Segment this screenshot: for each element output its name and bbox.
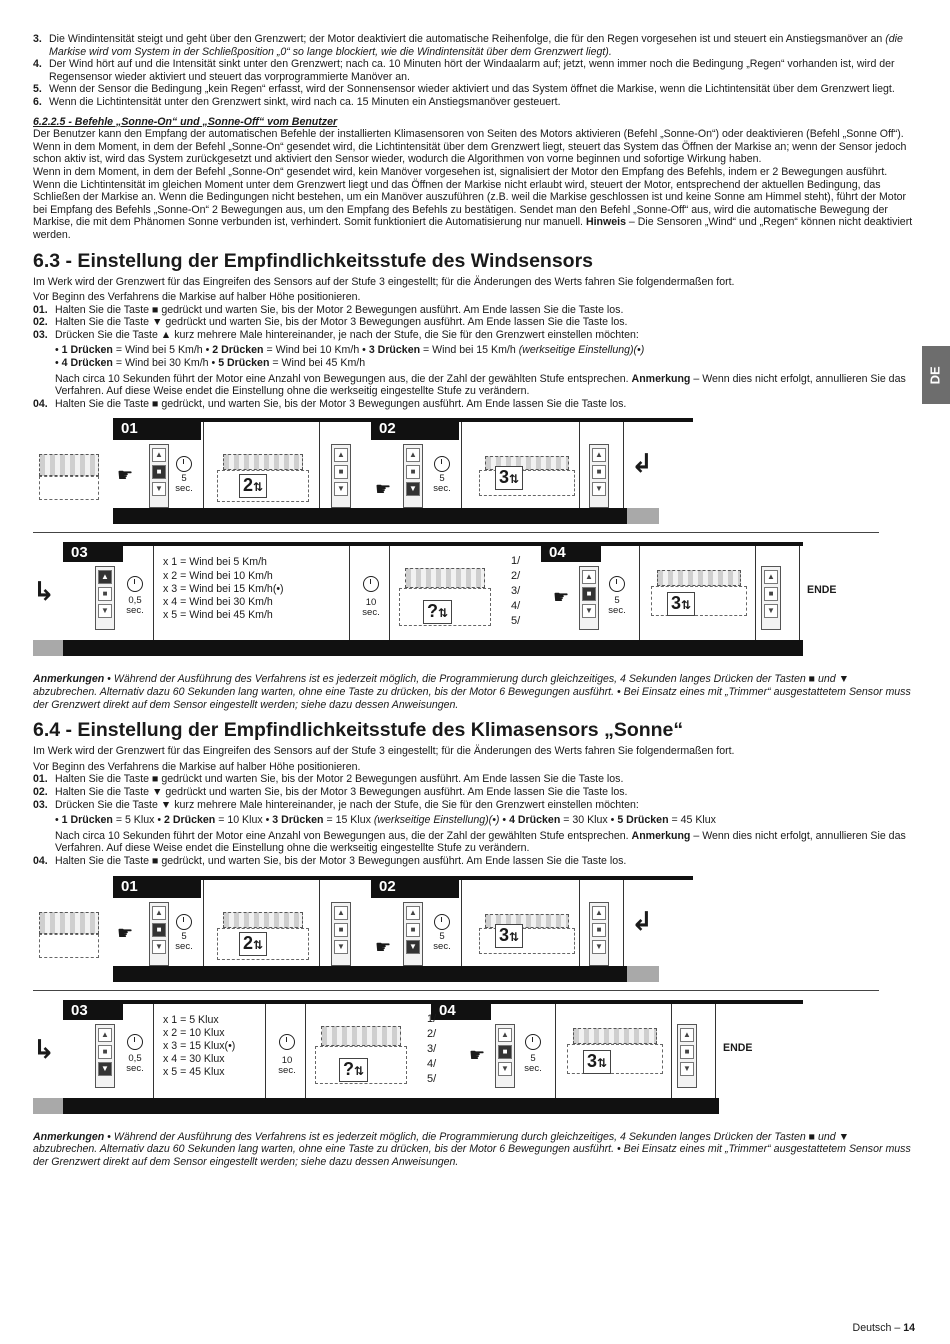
awning-frame: [479, 470, 575, 496]
section-title: 6.3 - Einstellung der Empfindlichkeitsstufe des Windsensors: [33, 249, 594, 272]
level-bullets: • 1 Drücken = 5 Klux • 2 Drücken = 10 Klux • 3 Drücken = 15 Klux (werkseitige Einstellung)(•) • 4 Drücken = 30 Klux • 5 Drücken = 45 Klux: [55, 814, 716, 827]
level-legend: x 1 = 5 Klux x 2 = 10 Klux x 3 = 15 Klux(•) x 4 = 30 Klux x 5 = 45 Klux: [163, 1013, 236, 1079]
hand-icon: ☛: [553, 587, 570, 608]
duration-label: 5 sec.: [433, 930, 451, 952]
hand-icon: ☛: [469, 1044, 486, 1065]
duration-label: 5 sec.: [524, 1052, 542, 1074]
step-label: 01: [113, 418, 201, 440]
remote-icon: ▲ ■ ▼: [331, 902, 351, 966]
list-item: 4. Der Wind hört auf und die Intensität sinkt unter den Grenzwert; nach ca. 10 Minuten hört der Windaalarm auf; jetzt, wenn immer noch die Bedingung „Regen“ vorhanden ist, wird der Regensensor wieder aktiviert und steuert das vorprogrammierte Manöver an.: [33, 58, 895, 83]
remote-icon: ▲ ■ ▼: [589, 902, 609, 966]
step-item: 01. Halten Sie die Taste ■ gedrückt und warten Sie, bis der Motor 2 Bewegungen ausführt. Am Ende lassen Sie die Taste los.: [33, 303, 624, 316]
clock-icon: [176, 456, 192, 472]
hand-icon: ☛: [375, 479, 392, 500]
paragraph: Im Werk wird der Grenzwert für das Eingreifen des Sensors auf der Stufe 3 eingestellt; für die Änderungen des Werts fahren Sie folgendermaßen fort.: [33, 275, 735, 288]
clock-icon: [279, 1034, 295, 1050]
movement-count: 2⇅: [239, 932, 267, 956]
clock-icon: [525, 1034, 541, 1050]
return-arrow-icon: ↳: [33, 1033, 55, 1064]
awning-icon: [39, 454, 99, 476]
step-item: 04. Halten Sie die Taste ■ gedrückt, und warten Sie, bis der Motor 3 Bewegungen ausführt. Am Ende lassen Sie die Taste los.: [33, 854, 627, 867]
section-title: 6.4 - Einstellung der Empfindlichkeitsstufe des Klimasensors „Sonne“: [33, 719, 684, 742]
list-item: 6. Wenn die Lichtintensität unter den Grenzwert sinkt, wird nach ca. 15 Minuten ein Anstiegsmanöver gesteuert.: [33, 95, 561, 108]
duration-label: 5 sec.: [608, 595, 626, 617]
duration-label: 0,5 sec.: [126, 595, 144, 617]
step-label: 03: [63, 542, 123, 562]
step-item: 01. Halten Sie die Taste ■ gedrückt und warten Sie, bis der Motor 2 Bewegungen ausführt. Am Ende lassen Sie die Taste los.: [33, 773, 624, 786]
clock-icon: [434, 914, 450, 930]
level-bullets: • 4 Drücken = Wind bei 30 Km/h • 5 Drücken = Wind bei 45 Km/h: [55, 357, 366, 370]
remote-icon: ▲ ■ ▼: [589, 444, 609, 508]
hand-icon: ☛: [117, 465, 134, 486]
remote-icon: ▲ ■ ▼: [149, 444, 169, 508]
step-label: 04: [431, 1000, 491, 1020]
awning-frame: [567, 1044, 663, 1074]
step-label: 03: [63, 1000, 123, 1020]
step-list: [33, 855, 915, 868]
awning-icon: [405, 568, 485, 588]
procedure-diagram-row1: [33, 416, 915, 534]
step-list: [33, 304, 915, 342]
duration-label: 0,5 sec.: [126, 1052, 144, 1074]
hand-icon: ☛: [375, 936, 392, 957]
step-label: 04: [541, 542, 601, 562]
awning-frame: [651, 586, 747, 616]
movement-count: 3⇅: [583, 1050, 611, 1074]
awning-frame: [479, 928, 575, 954]
return-arrow-icon: ↳: [33, 576, 55, 607]
movement-count: 2⇅: [239, 474, 267, 498]
procedure-diagram-row2: [33, 998, 915, 1128]
awning-frame: [39, 476, 99, 500]
return-arrow-icon: ↲: [631, 905, 653, 936]
level-legend: x 1 = Wind bei 5 Km/h x 2 = Wind bei 10 Km/h x 3 = Wind bei 15 Km/h(•) x 4 = Wind bei 30 Km/h x 5 = Wind bei 45 Km/h: [163, 556, 284, 622]
step-item: 02. Halten Sie die Taste ▼ gedrückt und warten Sie, bis der Motor 3 Bewegungen ausführt. Am Ende lassen Sie die Taste los.: [33, 786, 628, 798]
end-label: ENDE: [723, 1041, 753, 1054]
movement-count: ?⇅: [339, 1058, 368, 1082]
paragraph: Nach circa 10 Sekunden führt der Motor eine Anzahl von Bewegungen aus, die der Zahl der gewählten Stufe entsprechen. Anmerkung – Wenn dies nicht erfolgt, annullieren Sie das Verfahren. Auf diese Weise endet die Einstellung ohne die werkseitig eingestellte Stufe zu verändern.: [55, 829, 906, 855]
duration-label: 10 sec.: [278, 1054, 296, 1076]
clock-icon: [127, 1034, 143, 1050]
clock-icon: [127, 576, 143, 592]
movement-count: 3⇅: [495, 924, 523, 948]
remote-icon: ▲ ■ ▼: [761, 566, 781, 630]
remote-icon: ▲ ■ ▼: [95, 1024, 115, 1088]
awning-frame: [39, 934, 99, 958]
awning-icon: [39, 912, 99, 934]
duration-label: 5 sec.: [175, 473, 193, 495]
procedure-diagram-row2: [33, 540, 915, 670]
step-item: 03. Drücken Sie die Taste ▼ kurz mehrere Male hintereinander, je nach der Stufe, die Sie für den Grenzwert einstellen möchten:: [33, 798, 639, 811]
awning-icon: [321, 1026, 401, 1046]
step-list: [33, 398, 915, 411]
level-choices: 1/ 2/ 3/ 4/ 5/: [427, 1012, 437, 1085]
procedure-diagram-row1: [33, 874, 915, 992]
hand-icon: ☛: [117, 922, 134, 943]
remote-icon: ▲ ■ ▼: [403, 902, 423, 966]
clock-icon: [434, 456, 450, 472]
remote-icon: ▲ ■ ▼: [95, 566, 115, 630]
remote-icon: ▲ ■ ▼: [495, 1024, 515, 1088]
page-footer: Deutsch – 14: [852, 1322, 915, 1334]
intro-list: [33, 33, 915, 109]
paragraph: Im Werk wird der Grenzwert für das Eingreifen des Sensors auf der Stufe 3 eingestellt; für die Änderungen des Werts fahren Sie folgendermaßen fort.: [33, 745, 735, 758]
language-tab: DE: [922, 346, 950, 404]
duration-label: 10 sec.: [362, 597, 380, 619]
step-item: 02. Halten Sie die Taste ▼ gedrückt und warten Sie, bis der Motor 3 Bewegungen ausführt. Am Ende lassen Sie die Taste los.: [33, 316, 628, 329]
return-arrow-icon: ↲: [631, 448, 653, 479]
paragraph: Vor Beginn des Verfahrens die Markise auf halber Höhe positionieren.: [33, 291, 361, 304]
clock-icon: [363, 576, 379, 592]
step-label: 01: [113, 876, 201, 898]
awning-icon: [657, 570, 741, 586]
remote-icon: ▲ ■ ▼: [579, 566, 599, 630]
notes: Anmerkungen • Während der Ausführung des Verfahrens ist es jederzeit möglich, die Programmierung durch gleichzeitiges, 4 Sekunden langes Drücken der Tasten ■ und ▼ abzubrechen. Alternativ dazu 60 Sekunden lang warten, ohne eine Taste zu drücken, bis der Motor 6 Bewegungen ausführt. • Bei Einsatz eines mit „Trimmer“ ausgestattetem Sensor muss der Grenzwert direkt auf dem Sensor eingestellt werden; siehe dazu dessen Anweisungen.: [33, 673, 911, 711]
level-choices: 1/ 2/ 3/ 4/ 5/: [511, 555, 521, 628]
list-item: 3. Die Windintensität steigt und geht über den Grenzwert; der Motor deaktiviert die automatische Reihenfolge, die für den Regen vorgesehen ist und steuert ein Anstiegsmanöver an (die Markise wird vom System in der Schließposition „0“ so lange blockiert, wie die Windintensität über dem Grenzwert liegt).: [33, 33, 903, 58]
step-list: [33, 773, 915, 811]
awning-icon: [573, 1028, 657, 1044]
page-content: [33, 33, 915, 1168]
step-item: 03. Drücken Sie die Taste ▲ kurz mehrere Male hintereinander, je nach der Stufe, die Sie für den Grenzwert einstellen möchten:: [33, 328, 639, 341]
duration-label: 5 sec.: [175, 930, 193, 952]
movement-count: 3⇅: [667, 592, 695, 616]
remote-icon: ▲ ■ ▼: [403, 444, 423, 508]
paragraph: Der Benutzer kann den Empfang der automatischen Befehle der installierten Klimasensoren von Seiten des Motors aktivieren (Befehl „Sonne-On“) oder deaktivieren (Befehl „Sonne Off“). Wenn in dem Moment, in dem der Befehl „Sonne-On“ gesendet wird, die Lichtintensität über dem Grenzwert liegt, steuert das System das Öffnen der Markise an; wenn der Sensor jedoch schon aktiv ist, wird das System zurückgesetzt und aktiviert den Sensor wieder, wodurch die Algorithmen von vorne beginnen und sofortige Wirkung haben.: [33, 128, 907, 166]
clock-icon: [609, 576, 625, 592]
subsection-heading: 6.2.2.5 - Befehle „Sonne-On“ und „Sonne-Off“ vom Benutzer: [33, 115, 338, 128]
movement-count: ?⇅: [423, 600, 452, 624]
step-label: 02: [371, 418, 459, 440]
paragraph: Wenn in dem Moment, in dem der Befehl „Sonne-On“ gesendet wird, kein Manöver vorgesehen ist, signalisiert der Motor den Empfang des Befehls, indem er 2 Bewegungen ausführt. Wenn die Lichtintensität im gleichen Moment unter dem Grenzwert liegt und das Öffnen der Markise nicht erlaubt wird, steuert der Motor, entsprechend der aktuellen Bedingung, das Schließen der Markise an. Wenn die Bedingungen nicht bestehen, um ein Manöver auszuführen (z.B. weil die Markise geschlossen ist und keine Sonne am Himmel steht), führt der Motor bei Empfang des Befehls „Sonne-On“ 2 Bewegungen aus, um den Empfang des Befehls zu bestätigen. Sendet man den Befehl „Sonne-Off“ aus, wird die automatische Bewegung der Markise, die mit dem Phänomen Sonne verbunden ist, verhindert. Somit funktioniert die Automatisierung nur manuell. Hinweis – Die Sensoren „Wind“ und „Regen“ können nicht deaktiviert werden.: [33, 165, 913, 241]
movement-count: 3⇅: [495, 466, 523, 490]
clock-icon: [176, 914, 192, 930]
step-item: 04. Halten Sie die Taste ■ gedrückt, und warten Sie, bis der Motor 3 Bewegungen ausführt. Am Ende lassen Sie die Taste los.: [33, 397, 627, 410]
remote-icon: ▲ ■ ▼: [149, 902, 169, 966]
list-item: 5. Wenn der Sensor die Bedingung „kein Regen“ erfasst, wird der Sonnensensor wieder aktiviert und das System öffnet die Markise, wenn die Lichtintensität über dem Grenzwert liegt.: [33, 83, 895, 96]
awning-icon: [223, 454, 303, 470]
duration-label: 5 sec.: [433, 473, 451, 495]
remote-icon: ▲ ■ ▼: [677, 1024, 697, 1088]
paragraph: Nach circa 10 Sekunden führt der Motor eine Anzahl von Bewegungen aus, die der Zahl der gewählten Stufe entsprechen. Anmerkung – Wenn dies nicht erfolgt, annullieren Sie das Verfahren. Auf diese Weise endet die Einstellung ohne die werkseitig eingestellte Stufe zu verändern.: [55, 372, 906, 398]
notes: Anmerkungen • Während der Ausführung des Verfahrens ist es jederzeit möglich, die Programmierung durch gleichzeitiges, 4 Sekunden langes Drücken der Tasten ■ und ▼ abzubrechen. Alternativ dazu 60 Sekunden lang warten, ohne eine Taste zu drücken, bis der Motor 6 Bewegungen ausführt. • Bei Einsatz eines mit „Trimmer“ ausgestattetem Sensor muss der Grenzwert direkt auf dem Sensor eingestellt werden; siehe dazu dessen Anweisungen.: [33, 1130, 911, 1168]
remote-icon: ▲ ■ ▼: [331, 444, 351, 508]
paragraph: Vor Beginn des Verfahrens die Markise auf halber Höhe positionieren.: [33, 760, 361, 773]
level-bullets: • 1 Drücken = Wind bei 5 Km/h • 2 Drücken = Wind bei 10 Km/h • 3 Drücken = Wind bei 15 Km/h (werkseitige Einstellung)(•): [55, 344, 645, 357]
awning-icon: [223, 912, 303, 928]
step-label: 02: [371, 876, 459, 898]
end-label: ENDE: [807, 584, 837, 597]
